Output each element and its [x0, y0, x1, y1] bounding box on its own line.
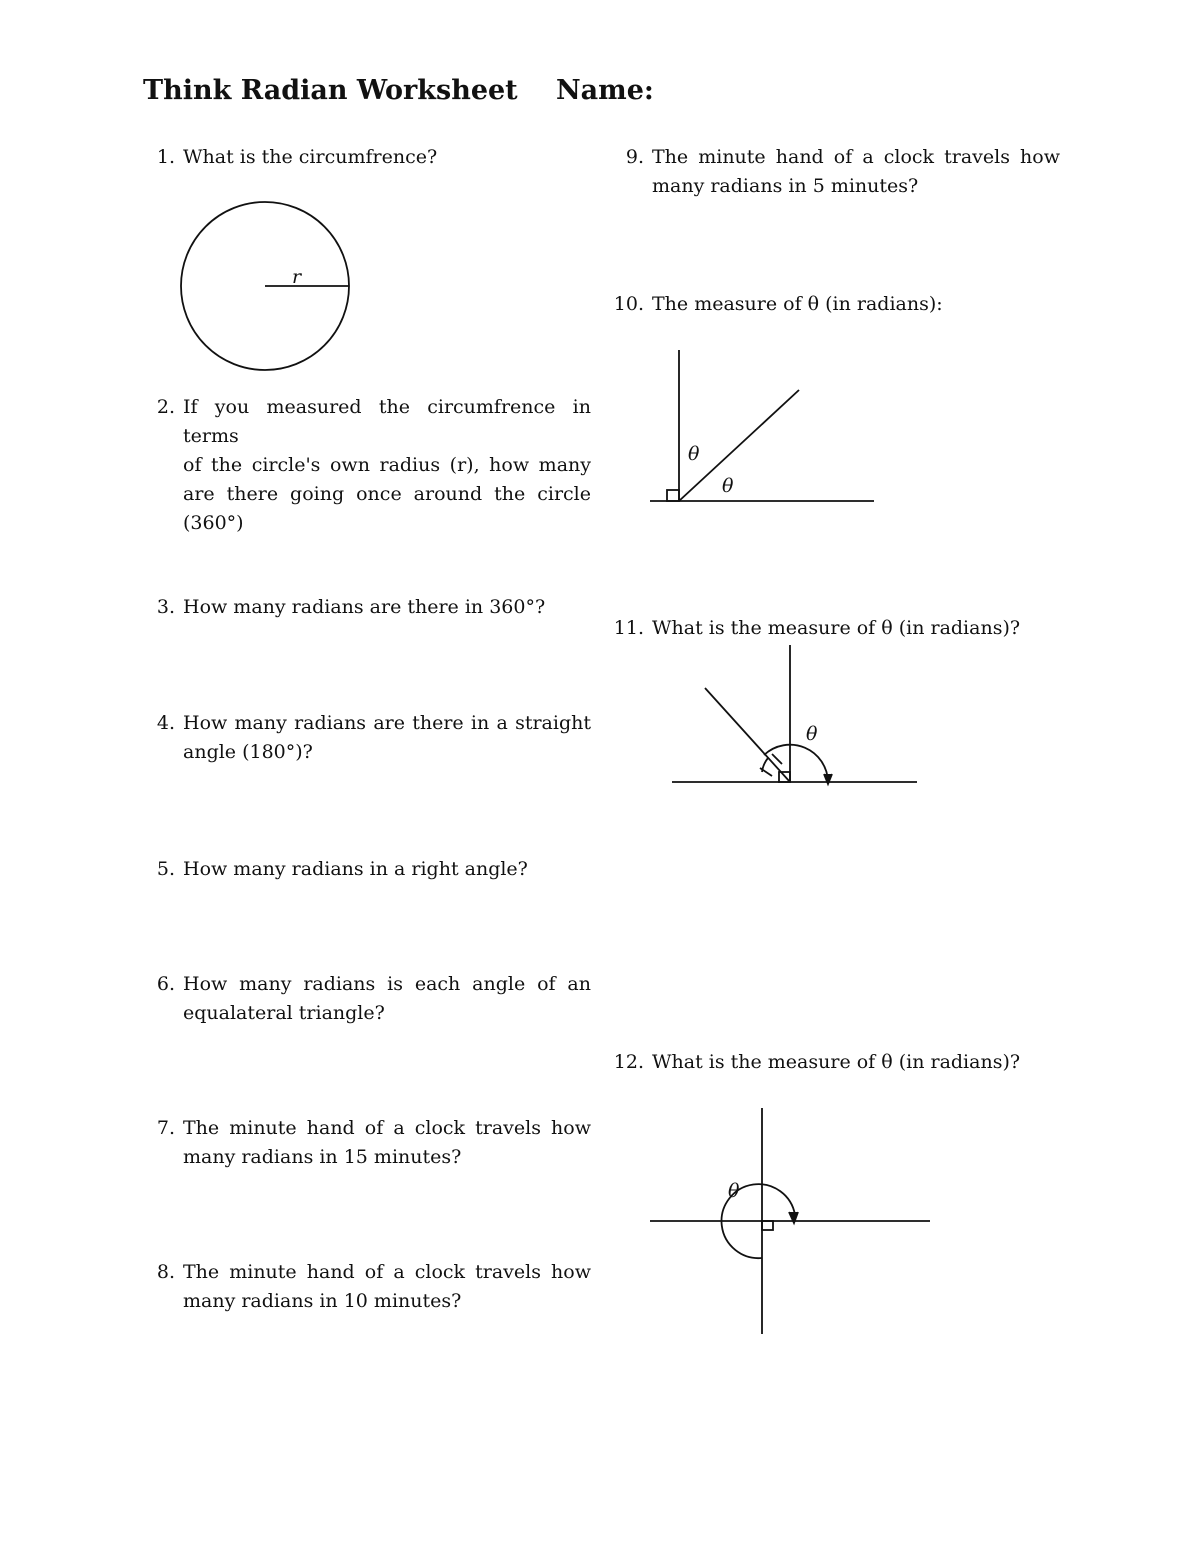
question-number: 11.	[613, 617, 644, 639]
question-number: 1.	[156, 146, 175, 168]
question-11	[613, 614, 1021, 643]
circle-diagram	[170, 195, 365, 380]
question-7	[156, 1114, 591, 1172]
question-number: 3.	[156, 596, 175, 618]
angle-diagram-12	[640, 1100, 940, 1340]
question-text: The measure of θ (in radians):	[652, 293, 943, 315]
question-text: How many radians are there in 360°?	[183, 596, 546, 618]
question-number: 8.	[156, 1261, 175, 1283]
question-10	[613, 290, 943, 319]
question-8	[156, 1258, 591, 1316]
question-number: 9.	[625, 146, 644, 168]
question-3	[156, 593, 546, 622]
question-text: How many radians is each angle of an	[183, 973, 591, 995]
theta-label-upper: θ	[688, 443, 700, 465]
question-text: many radians in 10 minutes?	[183, 1290, 462, 1312]
question-2	[156, 393, 591, 538]
question-number: 7.	[156, 1117, 175, 1139]
angle-diagram-11	[660, 640, 930, 800]
question-text: What is the circumfrence?	[183, 146, 438, 168]
angle-diagram-10	[640, 340, 890, 515]
question-text: If you measured the circumfrence in terms	[183, 396, 591, 447]
question-text: How many radians are there in a straight	[183, 712, 591, 734]
radius-label: r	[292, 266, 302, 288]
slanted-ray	[705, 688, 790, 782]
question-text: (360°)	[183, 512, 244, 534]
question-number: 6.	[156, 973, 175, 995]
question-number: 2.	[156, 396, 175, 418]
question-text: of the circle's own radius (r), how many	[183, 454, 591, 476]
question-6	[156, 970, 591, 1028]
question-text: The minute hand of a clock travels how	[183, 1117, 591, 1139]
question-4	[156, 709, 591, 767]
worksheet-title: Think Radian Worksheet	[143, 75, 518, 106]
right-angle-mark	[667, 490, 679, 501]
tick-mark	[760, 768, 772, 776]
question-text: What is the measure of θ (in radians)?	[652, 617, 1021, 639]
question-number: 5.	[156, 858, 175, 880]
question-9	[625, 143, 1060, 201]
question-text: angle (180°)?	[183, 741, 313, 763]
question-text: equalateral triangle?	[183, 1002, 385, 1024]
question-number: 4.	[156, 712, 175, 734]
question-number: 10.	[613, 293, 644, 315]
theta-label-lower: θ	[722, 475, 734, 497]
question-text: What is the measure of θ (in radians)?	[652, 1051, 1021, 1073]
question-number: 12.	[613, 1051, 644, 1073]
question-text: are there going once around the circle	[183, 483, 591, 505]
theta-label: θ	[728, 1180, 740, 1202]
question-text: The minute hand of a clock travels how	[183, 1261, 591, 1283]
question-text: many radians in 15 minutes?	[183, 1146, 462, 1168]
question-5	[156, 855, 528, 884]
question-text: The minute hand of a clock travels how	[652, 146, 1060, 168]
question-1	[156, 143, 438, 172]
right-angle-mark	[762, 1221, 773, 1230]
question-text: many radians in 5 minutes?	[652, 175, 919, 197]
question-12	[613, 1048, 1021, 1077]
question-text: How many radians in a right angle?	[183, 858, 528, 880]
theta-label: θ	[806, 723, 818, 745]
name-label: Name:	[556, 75, 654, 106]
